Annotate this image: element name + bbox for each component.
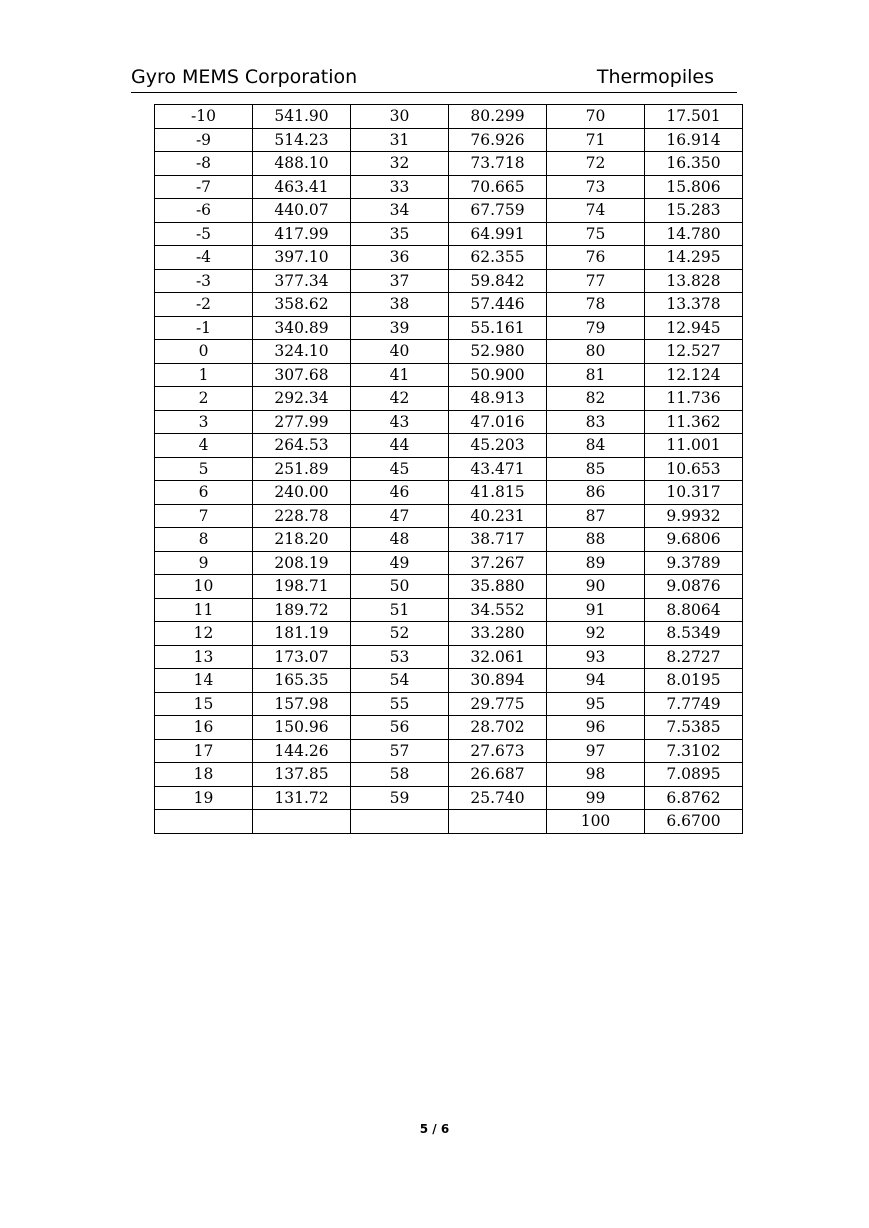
table-row [155, 739, 743, 763]
table-cell: 85 [547, 457, 645, 481]
table-cell: -2 [155, 293, 253, 317]
table-cell: 0 [155, 340, 253, 364]
table-cell: 35 [351, 222, 449, 246]
table-cell: 50.900 [449, 363, 547, 387]
company-name: Gyro MEMS Corporation [131, 66, 358, 88]
table-cell: 43.471 [449, 457, 547, 481]
table-cell: 33.280 [449, 622, 547, 646]
table-cell: 89 [547, 551, 645, 575]
table-cell: -6 [155, 199, 253, 223]
table-cell: 41.815 [449, 481, 547, 505]
table-cell: 37.267 [449, 551, 547, 575]
table-cell: -8 [155, 152, 253, 176]
table-cell: 19 [155, 786, 253, 810]
table-cell: 8.8064 [645, 598, 743, 622]
table-cell: 150.96 [253, 716, 351, 740]
table-cell: 87 [547, 504, 645, 528]
table-cell: 12.945 [645, 316, 743, 340]
table-cell: 34.552 [449, 598, 547, 622]
table-cell: 46 [351, 481, 449, 505]
table-cell: 83 [547, 410, 645, 434]
table-cell: 76 [547, 246, 645, 270]
table-row [155, 551, 743, 575]
table-row [155, 786, 743, 810]
table-cell: 70.665 [449, 175, 547, 199]
table-row [155, 246, 743, 270]
table-cell: 11.001 [645, 434, 743, 458]
table-cell: -10 [155, 105, 253, 129]
table-cell: 440.07 [253, 199, 351, 223]
table-cell: 6.6700 [645, 810, 743, 834]
table-cell: 417.99 [253, 222, 351, 246]
table-cell: 137.85 [253, 763, 351, 787]
table-cell: 208.19 [253, 551, 351, 575]
table-cell: 14.295 [645, 246, 743, 270]
table-cell: 14.780 [645, 222, 743, 246]
table-row [155, 457, 743, 481]
table-row [155, 504, 743, 528]
table-cell: 54 [351, 669, 449, 693]
table-cell: 43 [351, 410, 449, 434]
table-cell: 30.894 [449, 669, 547, 693]
table-cell: 16 [155, 716, 253, 740]
table-cell: 55 [351, 692, 449, 716]
table-cell [351, 810, 449, 834]
table-cell: 57.446 [449, 293, 547, 317]
table-row [155, 128, 743, 152]
data-table [154, 104, 743, 834]
table-cell: 47 [351, 504, 449, 528]
table-row [155, 763, 743, 787]
table-cell: 35.880 [449, 575, 547, 599]
table-cell: 173.07 [253, 645, 351, 669]
table-cell: 70 [547, 105, 645, 129]
table-cell: 48.913 [449, 387, 547, 411]
table-cell: 8.0195 [645, 669, 743, 693]
table-cell: 7.7749 [645, 692, 743, 716]
table-cell: -4 [155, 246, 253, 270]
table-cell: 98 [547, 763, 645, 787]
table-cell: -9 [155, 128, 253, 152]
table-cell: 541.90 [253, 105, 351, 129]
table-row [155, 481, 743, 505]
table-cell: 377.34 [253, 269, 351, 293]
table-cell: 37 [351, 269, 449, 293]
table-cell: 76.926 [449, 128, 547, 152]
table-cell: 30 [351, 105, 449, 129]
table-cell: 75 [547, 222, 645, 246]
table-row [155, 692, 743, 716]
table-cell: 91 [547, 598, 645, 622]
table-cell: 45 [351, 457, 449, 481]
table-row [155, 528, 743, 552]
table-cell: 26.687 [449, 763, 547, 787]
table-cell: 10.317 [645, 481, 743, 505]
table-cell: 144.26 [253, 739, 351, 763]
table-cell: 44 [351, 434, 449, 458]
table-cell: 13 [155, 645, 253, 669]
table-cell: 18 [155, 763, 253, 787]
table-cell: 41 [351, 363, 449, 387]
table-cell: 36 [351, 246, 449, 270]
table-cell: 514.23 [253, 128, 351, 152]
table-cell: 15 [155, 692, 253, 716]
table-cell: 49 [351, 551, 449, 575]
table-cell: 90 [547, 575, 645, 599]
table-cell: 11.736 [645, 387, 743, 411]
table-cell: 94 [547, 669, 645, 693]
table-cell: 96 [547, 716, 645, 740]
table-row [155, 645, 743, 669]
table-cell: 463.41 [253, 175, 351, 199]
table-cell: 40 [351, 340, 449, 364]
table-cell: 16.914 [645, 128, 743, 152]
table-row [155, 222, 743, 246]
table-cell: 38 [351, 293, 449, 317]
table-cell: 9 [155, 551, 253, 575]
table-cell: 6.8762 [645, 786, 743, 810]
table-cell: 8.5349 [645, 622, 743, 646]
table-cell: 14 [155, 669, 253, 693]
page-number: 5 / 6 [419, 1122, 450, 1136]
table-row [155, 716, 743, 740]
table-cell: 12.124 [645, 363, 743, 387]
table-cell: 55.161 [449, 316, 547, 340]
table-cell: 7.5385 [645, 716, 743, 740]
table-cell: 13.378 [645, 293, 743, 317]
table-cell: -1 [155, 316, 253, 340]
table-cell: 84 [547, 434, 645, 458]
table-cell: 27.673 [449, 739, 547, 763]
table-row [155, 598, 743, 622]
table-cell: 52.980 [449, 340, 547, 364]
table-cell: 57 [351, 739, 449, 763]
table-cell: 58 [351, 763, 449, 787]
table-cell: 79 [547, 316, 645, 340]
table-cell: 80.299 [449, 105, 547, 129]
table-row [155, 293, 743, 317]
table-cell: 95 [547, 692, 645, 716]
table-cell: 62.355 [449, 246, 547, 270]
table-row [155, 363, 743, 387]
table-cell: -7 [155, 175, 253, 199]
table-cell: 50 [351, 575, 449, 599]
table-row [155, 105, 743, 129]
table-cell: 181.19 [253, 622, 351, 646]
table-cell: 307.68 [253, 363, 351, 387]
table-cell [253, 810, 351, 834]
table-cell: 13.828 [645, 269, 743, 293]
table-cell: 82 [547, 387, 645, 411]
table-cell: 73 [547, 175, 645, 199]
table-cell: 12.527 [645, 340, 743, 364]
table-cell: 31 [351, 128, 449, 152]
table-cell: 4 [155, 434, 253, 458]
table-cell: 48 [351, 528, 449, 552]
table-row [155, 669, 743, 693]
table-cell: 9.3789 [645, 551, 743, 575]
table-cell: 15.283 [645, 199, 743, 223]
table-cell: 9.0876 [645, 575, 743, 599]
table-cell: 56 [351, 716, 449, 740]
table-cell: 25.740 [449, 786, 547, 810]
table-row [155, 340, 743, 364]
table-row [155, 810, 743, 834]
table-cell: 131.72 [253, 786, 351, 810]
table-cell: 3 [155, 410, 253, 434]
table-cell: 47.016 [449, 410, 547, 434]
table-cell: 277.99 [253, 410, 351, 434]
table-cell [155, 810, 253, 834]
table-cell: 1 [155, 363, 253, 387]
table-cell: 39 [351, 316, 449, 340]
table-cell: 33 [351, 175, 449, 199]
table-cell: 358.62 [253, 293, 351, 317]
table-cell [449, 810, 547, 834]
table-cell: 292.34 [253, 387, 351, 411]
table-cell: 71 [547, 128, 645, 152]
table-cell: 77 [547, 269, 645, 293]
table-cell: 74 [547, 199, 645, 223]
table-cell: 80 [547, 340, 645, 364]
table-cell: 11.362 [645, 410, 743, 434]
table-cell: 9.6806 [645, 528, 743, 552]
table-row [155, 175, 743, 199]
table-cell: 73.718 [449, 152, 547, 176]
table-cell: 40.231 [449, 504, 547, 528]
table-cell: 8 [155, 528, 253, 552]
table-row [155, 575, 743, 599]
table-row [155, 410, 743, 434]
table-row [155, 434, 743, 458]
table-row [155, 269, 743, 293]
table-cell: 97 [547, 739, 645, 763]
table-cell: 198.71 [253, 575, 351, 599]
table-cell: 11 [155, 598, 253, 622]
table-cell: 240.00 [253, 481, 351, 505]
table-cell: 42 [351, 387, 449, 411]
table-cell: 100 [547, 810, 645, 834]
table-cell: 17.501 [645, 105, 743, 129]
table-cell: 86 [547, 481, 645, 505]
table-row [155, 199, 743, 223]
table-cell: 88 [547, 528, 645, 552]
table-row [155, 622, 743, 646]
table-cell: -3 [155, 269, 253, 293]
table-cell: 2 [155, 387, 253, 411]
product-name: Thermopiles [596, 66, 714, 88]
table-row [155, 387, 743, 411]
table-cell: 9.9932 [645, 504, 743, 528]
table-cell: 51 [351, 598, 449, 622]
table-cell: 12 [155, 622, 253, 646]
table-cell: 397.10 [253, 246, 351, 270]
table-cell: 52 [351, 622, 449, 646]
table-cell: 17 [155, 739, 253, 763]
table-cell: 340.89 [253, 316, 351, 340]
table-cell: 6 [155, 481, 253, 505]
table-cell: 488.10 [253, 152, 351, 176]
page-header [131, 62, 737, 93]
table-cell: 72 [547, 152, 645, 176]
table-cell: 34 [351, 199, 449, 223]
table-cell: 38.717 [449, 528, 547, 552]
table-cell: 8.2727 [645, 645, 743, 669]
table-row [155, 152, 743, 176]
table-cell: 7.3102 [645, 739, 743, 763]
table-cell: 157.98 [253, 692, 351, 716]
table-cell: 189.72 [253, 598, 351, 622]
table-cell: 64.991 [449, 222, 547, 246]
table-cell: 218.20 [253, 528, 351, 552]
table-cell: 78 [547, 293, 645, 317]
table-cell: 10 [155, 575, 253, 599]
table-cell: 15.806 [645, 175, 743, 199]
table-cell: 53 [351, 645, 449, 669]
table-cell: 264.53 [253, 434, 351, 458]
table-cell: 59.842 [449, 269, 547, 293]
data-table-body [155, 105, 743, 834]
table-row [155, 316, 743, 340]
table-cell: 251.89 [253, 457, 351, 481]
table-cell: 28.702 [449, 716, 547, 740]
table-cell: 10.653 [645, 457, 743, 481]
table-cell: 7.0895 [645, 763, 743, 787]
table-cell: 81 [547, 363, 645, 387]
table-cell: 16.350 [645, 152, 743, 176]
table-cell: 228.78 [253, 504, 351, 528]
table-cell: 324.10 [253, 340, 351, 364]
table-cell: 99 [547, 786, 645, 810]
table-cell: 59 [351, 786, 449, 810]
table-cell: 7 [155, 504, 253, 528]
table-cell: -5 [155, 222, 253, 246]
table-cell: 93 [547, 645, 645, 669]
table-cell: 67.759 [449, 199, 547, 223]
table-cell: 45.203 [449, 434, 547, 458]
table-cell: 5 [155, 457, 253, 481]
table-cell: 29.775 [449, 692, 547, 716]
table-cell: 92 [547, 622, 645, 646]
table-cell: 32 [351, 152, 449, 176]
table-cell: 32.061 [449, 645, 547, 669]
table-cell: 165.35 [253, 669, 351, 693]
